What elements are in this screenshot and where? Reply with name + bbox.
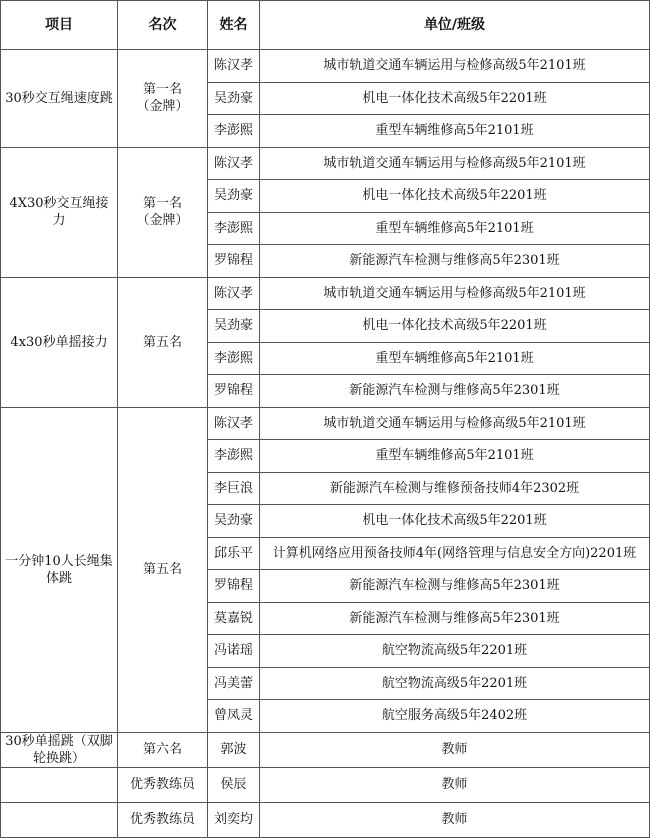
table-row <box>1 50 650 83</box>
unit-cell: 新能源汽车检测与维修预备技师4年2302班 <box>260 472 650 505</box>
name-cell: 吴劲豪 <box>208 505 260 538</box>
unit-cell: 重型车辆维修高5年2101班 <box>260 342 650 375</box>
name-cell: 吴劲豪 <box>208 180 260 213</box>
name-cell: 莫嘉锐 <box>208 602 260 635</box>
unit-cell: 城市轨道交通车辆运用与检修高级5年2101班 <box>260 277 650 310</box>
unit-cell: 新能源汽车检测与维修高5年2301班 <box>260 570 650 603</box>
unit-cell: 航空物流高级5年2201班 <box>260 635 650 668</box>
unit-cell: 新能源汽车检测与维修高5年2301班 <box>260 245 650 278</box>
header-item: 项目 <box>1 1 118 50</box>
unit-cell: 机电一体化技术高级5年2201班 <box>260 310 650 343</box>
name-cell: 邱乐平 <box>208 537 260 570</box>
item-cell: 30秒交互绳速度跳 <box>1 50 118 148</box>
item-cell: 30秒单摇跳（双脚轮换跳） <box>1 732 118 767</box>
name-cell: 陈汉孝 <box>208 50 260 83</box>
name-cell: 郭波 <box>208 732 260 767</box>
header-rank: 名次 <box>118 1 208 50</box>
rank-cell: 第五名 <box>118 407 208 732</box>
rank-cell: 优秀教练员 <box>118 767 208 802</box>
unit-cell: 航空物流高级5年2201班 <box>260 667 650 700</box>
name-cell: 曾凤灵 <box>208 700 260 733</box>
rank-cell: 第六名 <box>118 732 208 767</box>
unit-cell: 重型车辆维修高5年2101班 <box>260 115 650 148</box>
name-cell: 罗锦程 <box>208 570 260 603</box>
unit-cell: 城市轨道交通车辆运用与检修高级5年2101班 <box>260 407 650 440</box>
name-cell: 冯诺瑶 <box>208 635 260 668</box>
unit-cell: 城市轨道交通车辆运用与检修高级5年2101班 <box>260 50 650 83</box>
name-cell: 李巨浪 <box>208 472 260 505</box>
name-cell: 刘奕均 <box>208 802 260 837</box>
name-cell: 陈汉孝 <box>208 277 260 310</box>
unit-cell: 重型车辆维修高5年2101班 <box>260 440 650 473</box>
table-row <box>1 767 650 802</box>
name-cell: 陈汉孝 <box>208 407 260 440</box>
rank-cell: 第五名 <box>118 277 208 407</box>
unit-cell: 机电一体化技术高级5年2201班 <box>260 82 650 115</box>
name-cell: 冯美蕾 <box>208 667 260 700</box>
name-cell: 李澎熙 <box>208 115 260 148</box>
item-cell <box>1 802 118 837</box>
unit-cell: 教师 <box>260 802 650 837</box>
name-cell: 李澎熙 <box>208 440 260 473</box>
item-cell: 4X30秒交互绳接力 <box>1 147 118 277</box>
table-row <box>1 407 650 440</box>
header-row <box>1 1 650 50</box>
unit-cell: 城市轨道交通车辆运用与检修高级5年2101班 <box>260 147 650 180</box>
name-cell: 罗锦程 <box>208 245 260 278</box>
table-row <box>1 147 650 180</box>
header-unit: 单位/班级 <box>260 1 650 50</box>
unit-cell: 新能源汽车检测与维修高5年2301班 <box>260 375 650 408</box>
rank-cell: 第一名（金牌） <box>118 50 208 148</box>
unit-cell: 教师 <box>260 732 650 767</box>
name-cell: 李澎熙 <box>208 342 260 375</box>
unit-cell: 机电一体化技术高级5年2201班 <box>260 505 650 538</box>
unit-cell: 航空服务高级5年2402班 <box>260 700 650 733</box>
unit-cell: 计算机网络应用预备技师4年(网络管理与信息安全方向)2201班 <box>260 537 650 570</box>
item-cell: 一分钟10人长绳集体跳 <box>1 407 118 732</box>
item-cell <box>1 767 118 802</box>
table-row <box>1 277 650 310</box>
table-body <box>1 50 650 838</box>
name-cell: 李澎熙 <box>208 212 260 245</box>
table-row <box>1 732 650 767</box>
rank-cell: 优秀教练员 <box>118 802 208 837</box>
rank-cell: 第一名（金牌） <box>118 147 208 277</box>
unit-cell: 新能源汽车检测与维修高5年2301班 <box>260 602 650 635</box>
unit-cell: 重型车辆维修高5年2101班 <box>260 212 650 245</box>
unit-cell: 教师 <box>260 767 650 802</box>
table-row <box>1 802 650 837</box>
name-cell: 陈汉孝 <box>208 147 260 180</box>
name-cell: 罗锦程 <box>208 375 260 408</box>
name-cell: 侯辰 <box>208 767 260 802</box>
name-cell: 吴劲豪 <box>208 310 260 343</box>
unit-cell: 机电一体化技术高级5年2201班 <box>260 180 650 213</box>
header-name: 姓名 <box>208 1 260 50</box>
item-cell: 4x30秒单摇接力 <box>1 277 118 407</box>
name-cell: 吴劲豪 <box>208 82 260 115</box>
